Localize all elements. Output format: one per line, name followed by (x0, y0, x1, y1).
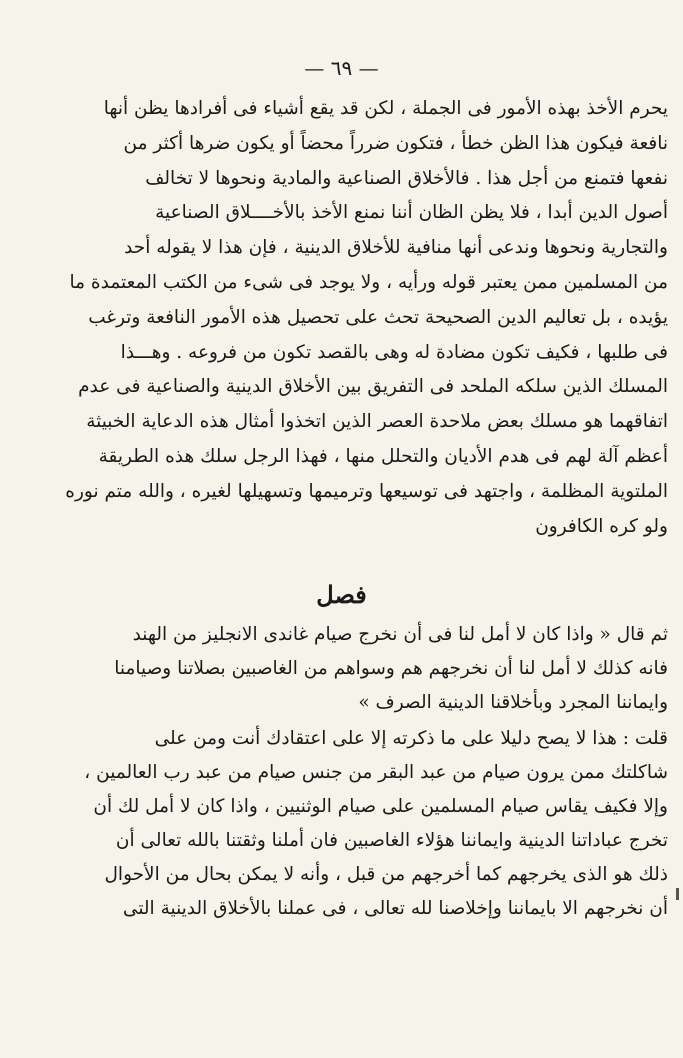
text-line: وإلا فكيف يقاس صيام المسلمين على صيام الوثنيين ، واذا كان لا أمل لك أن (93, 796, 668, 817)
margin-mark (676, 888, 679, 900)
text-line: قلت : هذا لا يصح دليلا على ما ذكرته إلا على اعتقادك أنت ومن على (154, 728, 668, 749)
text-line: ثم قال « واذا كان لا أمل لنا فى أن نخرج صيام غاندى الانجليز من الهند (132, 624, 668, 645)
text-line: أن نخرجهم الا بايماننا وإخلاصنا لله تعالى ، فى عملنا بالأخلاق الدينية التى (122, 898, 668, 919)
text-line: فى طلبها ، فكيف تكون مضادة له وهى بالقصد تكون من فروعه . وهـــذا (120, 341, 668, 363)
text-line: أصول الدين أبدا ، فلا يظن الظان أننا نمنع الأخذ بالأخــــلاق الصناعية (155, 202, 668, 224)
text-line: اتفاقهما هو مسلك بعض ملاحدة العصر الذين اتخذوا أمثال هذه الدعاية الخبيثة (86, 411, 668, 433)
text-line: نافعة فيكون هذا الظن خطأ ، فتكون ضرراً محضاً أو يكون ضرها أكثر من (123, 132, 668, 154)
text-line: نفعها فتمنع من أجل هذا . فالأخلاق الصناعية والمادية ونحوها لا تخالف (145, 167, 668, 189)
paragraph-2 (50, 618, 668, 720)
text-line: ولو كره الكافرون (535, 515, 668, 537)
text-line: أعظم آلة لهم فى هدم الأديان والتحلل منها ، فهذا الرجل سلك هذه الطريقة (98, 445, 668, 467)
text-line: الملتوية المظلمة ، واجتهد فى توسيعها وترميمها وتسهيلها لغيره ، والله متم نوره (65, 480, 668, 502)
text-line: وايماننا المجرد وبأخلاقنا الدينية الصرف » (358, 692, 668, 713)
text-line: يحرم الأخذ بهذه الأمور فى الجملة ، لكن قد يقع أشياء فى أفرادها يظن أنها (103, 98, 668, 119)
section-heading: فصل (316, 580, 367, 609)
paragraph-1 (50, 92, 668, 544)
text-line: شاكلتك ممن يرون صيام من عبد البقر من جنس صيام من عبد رب العالمين ، (84, 762, 668, 783)
text-line: ذلك هو الذى يخرجهم كما أخرجهم من قبل ، وأنه لا يمكن بحال من الأحوال (104, 864, 668, 885)
text-line: يؤيده ، بل تعاليم الدين الصحيحة تحث على تحصيل هذه الأمور النافعة وترغب (88, 306, 668, 328)
page-number: — ٦٩ — (304, 56, 379, 80)
text-line: من المسلمين ممن يعتبر قوله ورأيه ، ولا يوجد فى شىء من الكتب المعتمدة ما (69, 271, 668, 293)
paragraph-3 (50, 722, 668, 926)
text-line: تخرج عباداتنا الدينية وايماننا هؤلاء الغاصبين فان أملنا وثقتنا بالله تعالى أن (115, 830, 668, 851)
text-line: المسلك الذين سلكه الملحد فى التفريق بين الأخلاق الدينية والصناعية فى عدم (78, 376, 668, 398)
text-line: والتجارية ونحوها وندعى أنها منافية للأخلاق الدينية ، فإن هذا لا يقوله أحد (124, 237, 668, 259)
text-line: فانه كذلك لا أمل لنا أن نخرجهم هم وسواهم من الغاصبين بصلاتنا وصيامنا (114, 658, 668, 679)
